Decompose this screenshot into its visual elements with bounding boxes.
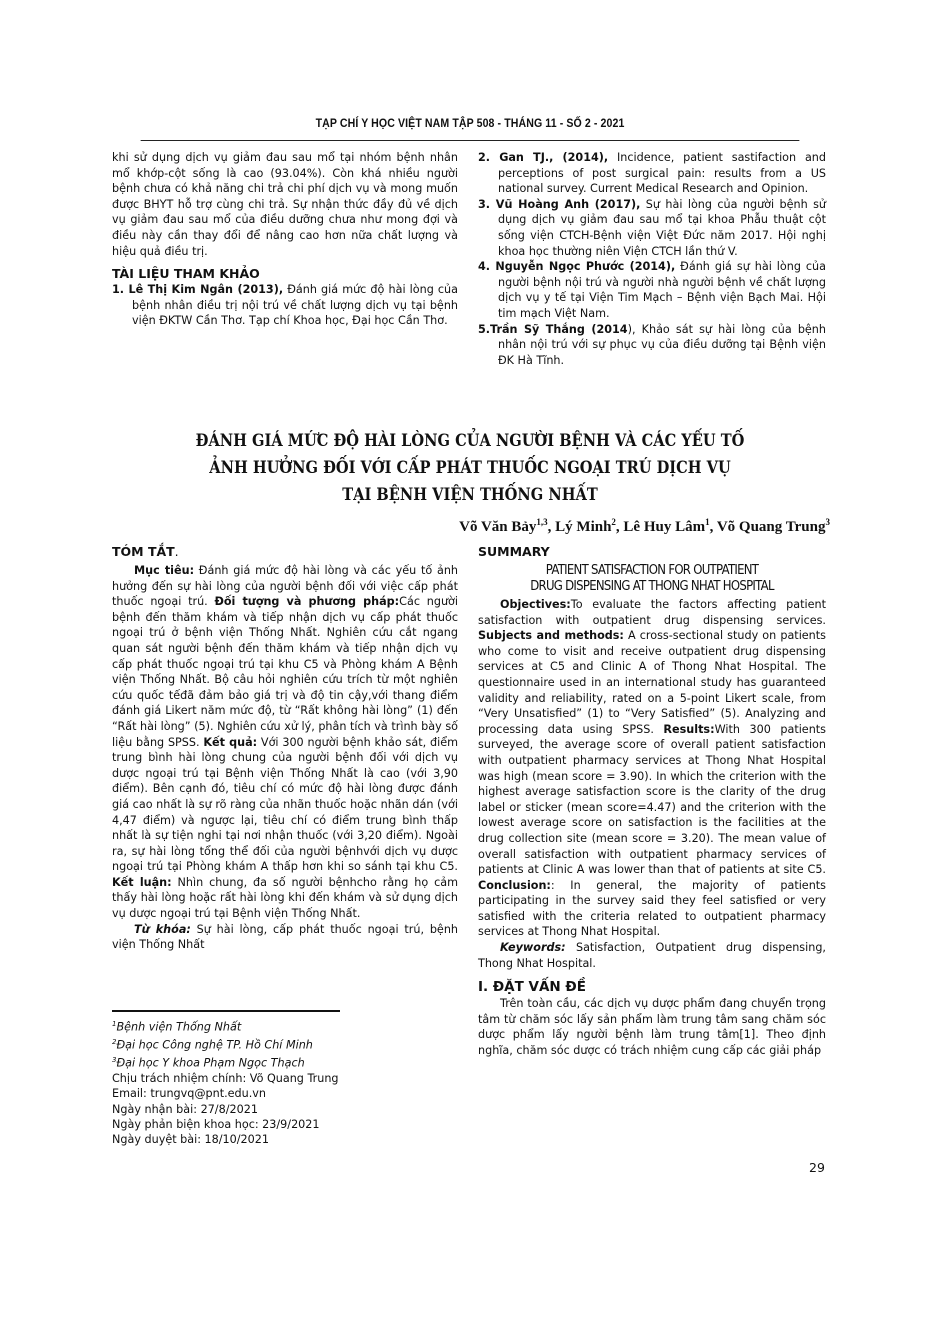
corresponding-author: Chịu trách nhiệm chính: Võ Quang Trung — [112, 1072, 339, 1086]
previous-article-left-column — [112, 150, 458, 329]
reference-item: 3. Vũ Hoàng Anh (2017), Sự hài lòng của người bệnh sử dụng dịch vụ giảm đau sau mổ tại khoa Phẫu thuật cột sống viện CTCH-Bệnh viện Việt Đức năm 2017. Hội nghị khoa học thường niên Viện CTCH lần thứ V. — [478, 197, 826, 258]
article-title-line: TẠI BỆNH VIỆN THỐNG NHẤT — [342, 485, 598, 505]
affiliation: $^1$Bệnh viện Thống Nhất — [112, 1020, 242, 1034]
section-body-text: Trên toàn cầu, các dịch vụ dược phẩm đang chuyển trọng tâm từ chăm sóc lấy sản phẩm làm trung tâm sang chăm sóc dược phẩm lấy người bệnh làm trung tâm[1]. Theo định nghĩa, chăm sóc dược có trách nhiệm cung cấp các giải pháp — [478, 997, 826, 1058]
page-number: 29 — [809, 1160, 825, 1175]
abstract-en-keywords: Keywords: Satisfaction, Outpatient drug dispensing, Thong Nhat Hospital. — [478, 941, 826, 970]
reference-item: 5.Trần Sỹ Thắng (2014), Khảo sát sự hài lòng của bệnh nhân nội trú với sự phục vụ của điều dưỡng tại Bệnh viện ĐK Hà Tĩnh. — [478, 322, 826, 367]
abstract-en-title: PATIENT SATISFACTION FOR OUTPATIENT DRUG DISPENSING AT THONG NHAT HOSPITAL — [530, 563, 774, 594]
abstract-vi-heading: TÓM TẮT. — [112, 544, 179, 559]
date-accepted: Ngày duyệt bài: 18/10/2021 — [112, 1133, 270, 1147]
reference-item: 1. Lê Thị Kim Ngân (2013), Đánh giá mức độ hài lòng của bệnh nhân điều trị nội trú về chất lượng dịch vụ tại bệnh viện ĐKTW Cần Thơ. Tạp chí Khoa học, Đại học Cần Thơ. — [112, 283, 459, 328]
author-name: Lê Huy Lâm — [623, 519, 706, 535]
affiliation: $^2$Đại học Công nghệ TP. Hồ Chí Minh — [112, 1038, 313, 1052]
reference-item: 2. Gan TJ., (2014), Incidence, patient sastifaction and perceptions of post surgical pain: results from a US national survey. Current Medical Research and Opinion. — [478, 151, 826, 196]
references-heading: TÀI LIỆU THAM KHẢO — [112, 266, 260, 282]
author-list: Võ Văn Bảy$^{1,3}$, Lý Minh$^2$, Lê Huy Lâm$^1$, Võ Quang Trung$^3$ — [459, 517, 830, 535]
footnotes — [112, 1017, 458, 1148]
abstract-vi-keywords: Từ khóa: Sự hài lòng, cấp phát thuốc ngoại trú, bệnh viện Thống Nhất — [112, 922, 458, 952]
date-received: Ngày nhận bài: 27/8/2021 — [112, 1102, 258, 1116]
section-heading: I. ĐẶT VẤN ĐỀ — [478, 979, 586, 996]
author-name: Võ Văn Bảy — [459, 519, 537, 535]
abstract-vietnamese — [112, 543, 458, 953]
email: Email: trungvq@pnt.edu.vn — [112, 1087, 267, 1101]
author-name: Lý Minh — [555, 519, 612, 535]
footnote-divider — [112, 1010, 340, 1012]
running-header — [141, 118, 800, 141]
abstract-en-body: Objectives:To evaluate the factors affecting patient satisfaction with outpatient drug dispensing services. Subjects and methods: A cross-sectional study on patients who come to visit and receive outpatient drug dispensing services at C5 and Clinic A of Thong Nhat Hospital. The questionnaire used in an international study has guaranteed validity and reliability, rated on a 5-point Likert scale, from “Very Unsatisfied” (1) to “Very Satisfied” (5). Analyzing and processing data using SPSS. Results:With 300 patients surveyed, the average score of overall patient satisfaction with outpatient pharmacy services at Thong Nhat Hospital was high (mean score = 3.90). In which the criterion with the highest average satisfaction score is the clarity of the drug label or sticker (mean score=4.47) and the criterion with the lowest average score on satisfaction is the facilities at the drug collection site (mean score = 3.20). The mean value of overall satisfaction with outpatient pharmacy services of patients at Clinic A was lower than that of patients at site C5. Conclusion:: In general, the majority of patients participating in the survey said they feel satisfied or very satisfied with the criteria related to outpatient pharmacy services at Thong Nhat Hospital. — [478, 598, 826, 939]
article-title-line: ẢNH HƯỞNG ĐỐI VỚI CẤP PHÁT THUỐC NGOẠI TRÚ DỊCH VỤ — [209, 458, 731, 478]
previous-conclusion-text: khi sử dụng dịch vụ giảm đau sau mổ tại nhóm bệnh nhân mổ khớp-cột sống là cao (93.04%). Còn khá nhiều người bệnh chưa có khả năng chi trả chi phí dịch vụ và mong muốn được BHYT hỗ trợ cùng chi trả. Sự nhận thức đầy đủ về dịch vụ giảm đau sau mổ của điều dưỡng chưa như mong đợi và điều này cần thay đổi để nâng cao hơn nữa chất lượng và hiệu quả điều trị. — [112, 151, 458, 258]
author-name: Võ Quang Trung — [716, 519, 826, 535]
abstract-english — [478, 543, 826, 1059]
abstract-en-heading: SUMMARY — [478, 544, 550, 559]
article-title — [112, 428, 828, 509]
affiliation: $^3$Đại học Y khoa Phạm Ngọc Thạch — [112, 1056, 305, 1070]
previous-article-right-column — [478, 150, 826, 368]
reference-item: 4. Nguyễn Ngọc Phước (2014), Đánh giá sự hài lòng của người bệnh nội trú và người nhà người bệnh về chất lượng dịch vụ y tế tại Viện Tim Mạch – Bệnh viện Bạch Mai. Hội tim mạch Việt Nam. — [478, 260, 826, 320]
abstract-vi-body: Mục tiêu: Đánh giá mức độ hài lòng và các yếu tố ảnh hưởng đến sự hài lòng của người bệnh đối với việc cấp phát thuốc ngoại trú. Đối tượng và phương pháp:Các người bệnh đến thăm khám và tiếp nhận dịch vụ cấp phát thuốc ngoại trú ở bệnh viện Thống Nhất. Nghiên cứu cắt ngang quan sát người bệnh đến thăm khám và tiếp nhận dịch vụ cấp phát thuốc ngoại trú tại khu C5 và Phòng khám A Bệnh viện Thống Nhất. Bộ câu hỏi nghiên cứu trích từ một nghiên cứu quốc tếđã đảm bảo giá trị và độ tin cậy,với thang điểm đánh giá Likert năm mức độ, từ “Rất không hài lòng” (1) đến “Rất hài lòng” (5). Nghiên cứu xử lý, phân tích và trình bày số liệu bằng SPSS. Kết quả: Với 300 người bệnh khảo sát, điểm trung bình hài lòng chung của người bệnh đối với dịch vụ dược ngoại trú tại Bệnh viện Thống Nhất là cao (với 3,90 điểm). Bên cạnh đó, tiêu chí có mức độ hài lòng được đánh giá cao nhất là sự rõ ràng của nhãn thuốc hoặc nhãn dán (với 4,47 điểm) và ngược lại, tiêu chí có điểm trung bình thấp nhất là sự tiện nghi tại nơi nhận thuốc (với 3,20 điểm). Ngoài ra, sự hài lòng tổng thể đối của người bệnhvới dịch vụ dược ngoại trú tại Phòng khám A thấp hơn khi so sánh tại khu C5. Kết luận: Nhìn chung, đa số người bệnhcho rằng họ cảm thấy hài lòng hoặc rất hài lòng khi đến khám và sử dụng dịch vụ dược ngoại trú tại Bệnh viện Thống Nhất. — [112, 564, 458, 921]
running-title: TẠP CHÍ Y HỌC VIỆT NAM TẬP 508 - THÁNG 11 - SỐ 2 - 2021 — [315, 118, 625, 130]
date-reviewed: Ngày phản biện khoa học: 23/9/2021 — [112, 1117, 320, 1131]
article-title-line: ĐÁNH GIÁ MỨC ĐỘ HÀI LÒNG CỦA NGƯỜI BỆNH VÀ CÁC YẾU TỐ — [195, 431, 745, 451]
